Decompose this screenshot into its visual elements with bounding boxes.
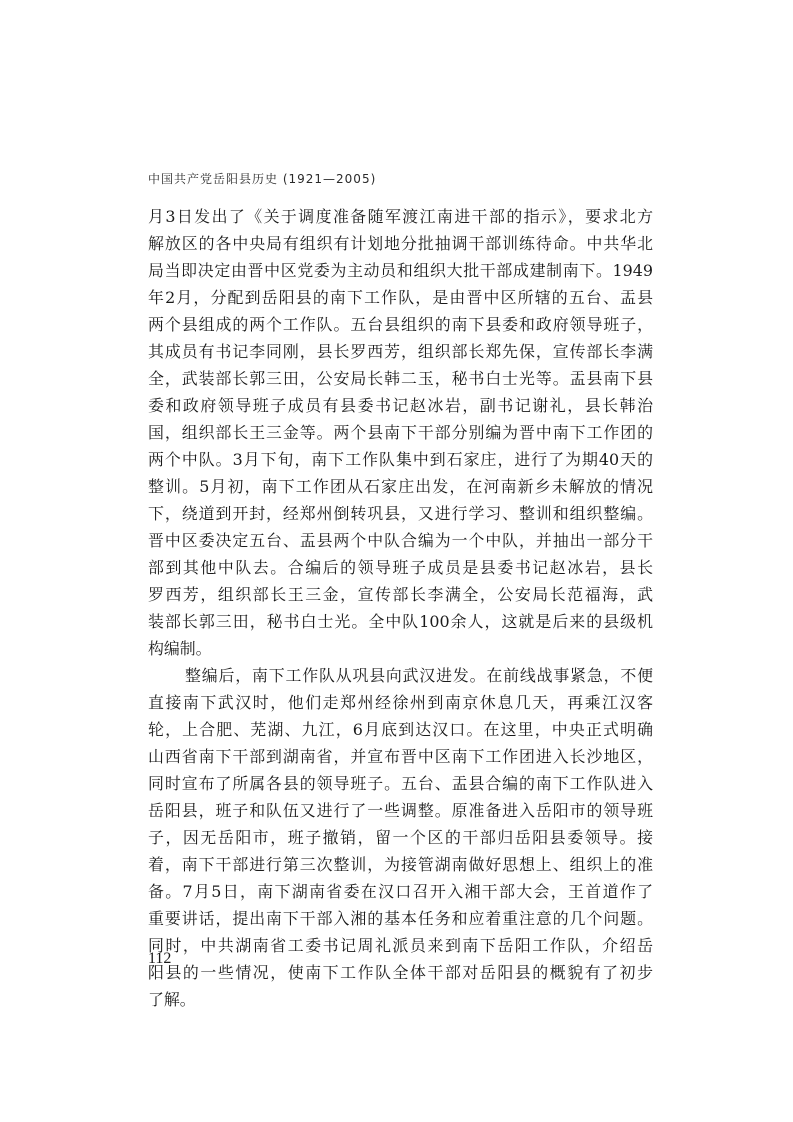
text-line: 重要讲话，提出南下干部入湘的基本任务和应着重注意的几个问题。 (148, 909, 653, 928)
text-line: 全，武装部长郭三田，公安局长韩二玉，秘书白士光等。盂县南下县 (148, 369, 653, 388)
text-line: 年2月，分配到岳阳县的南下工作队，是由晋中区所辖的五台、盂县 (148, 288, 653, 307)
text-line: 装部长郭三田，秘书白士光。全中队100余人，这就是后来的县级机 (148, 612, 653, 631)
text-line: 直接南下武汉时，他们走郑州经徐州到南京休息几天，再乘江汉客 (148, 693, 653, 712)
text-line: 备。7月5日，南下湖南省委在汉口召开入湘干部大会，王首道作了 (148, 882, 653, 901)
text-line: 同时宣布了所属各县的领导班子。五台、盂县合编的南下工作队进入 (148, 774, 653, 793)
running-header: 中国共产党岳阳县历史 (1921—2005) (148, 172, 377, 186)
text-line: 岳阳县，班子和队伍又进行了一些调整。原准备进入岳阳市的领导班 (148, 801, 653, 820)
text-line: 部到其他中队去。合编后的领导班子成员是县委书记赵冰岩，县长 (148, 558, 653, 577)
text-line: 月3日发出了《关于调度准备随军渡江南进干部的指示》，要求北方 (148, 207, 653, 226)
text-line: 下，绕道到开封，经郑州倒转巩县，又进行学习、整训和组织整编。 (148, 504, 653, 523)
text-line: 山西省南下干部到湖南省，并宣布晋中区南下工作团进入长沙地区， (148, 747, 653, 766)
text-line: 国，组织部长王三金等。两个县南下干部分别编为晋中南下工作团的 (148, 423, 653, 442)
paragraph-1 (148, 203, 653, 662)
text-line: 解放区的各中央局有组织有计划地分批抽调干部训练待命。中共华北 (148, 234, 653, 253)
text-line: 委和政府领导班子成员有县委书记赵冰岩，副书记谢礼，县长韩治 (148, 396, 653, 415)
text-line: 子，因无岳阳市，班子撤销，留一个区的干部归岳阳县委领导。接 (148, 828, 653, 847)
text-line: 两个中队。3月下旬，南下工作队集中到石家庄，进行了为期40天的 (148, 450, 653, 469)
text-line: 轮，上合肥、芜湖、九江，6月底到达汉口。在这里，中央正式明确 (148, 720, 653, 739)
text-line: 罗西芳，组织部长王三金，宣传部长李满全，公安局长范福海，武 (148, 585, 653, 604)
text-line: 其成员有书记李同刚，县长罗西芳，组织部长郑先保，宣传部长李满 (148, 342, 653, 361)
text-line: 阳县的一些情况，使南下工作队全体干部对岳阳县的概貌有了初步 (148, 963, 653, 982)
page-number: 112 (148, 950, 172, 967)
text-line: 整训。5月初，南下工作团从石家庄出发，在河南新乡未解放的情况 (148, 477, 653, 496)
text-line: 整编后，南下工作队从巩县向武汉进发。在前线战事紧急，不便 (185, 666, 653, 685)
text-line: 构编制。 (148, 639, 212, 658)
text-line: 局当即决定由晋中区党委为主动员和组织大批干部成建制南下。1949 (148, 261, 653, 280)
text-line: 了解。 (148, 990, 196, 1009)
text-line: 同时，中共湖南省工委书记周礼派员来到南下岳阳工作队，介绍岳 (148, 936, 653, 955)
paragraph-2 (148, 662, 653, 1013)
text-line: 着，南下干部进行第三次整训，为接管湖南做好思想上、组织上的准 (148, 855, 653, 874)
text-line: 晋中区委决定五台、盂县两个中队合编为一个中队，并抽出一部分干 (148, 531, 653, 550)
text-line: 两个县组成的两个工作队。五台县组织的南下县委和政府领导班子， (148, 315, 653, 334)
body-text (148, 203, 653, 1013)
